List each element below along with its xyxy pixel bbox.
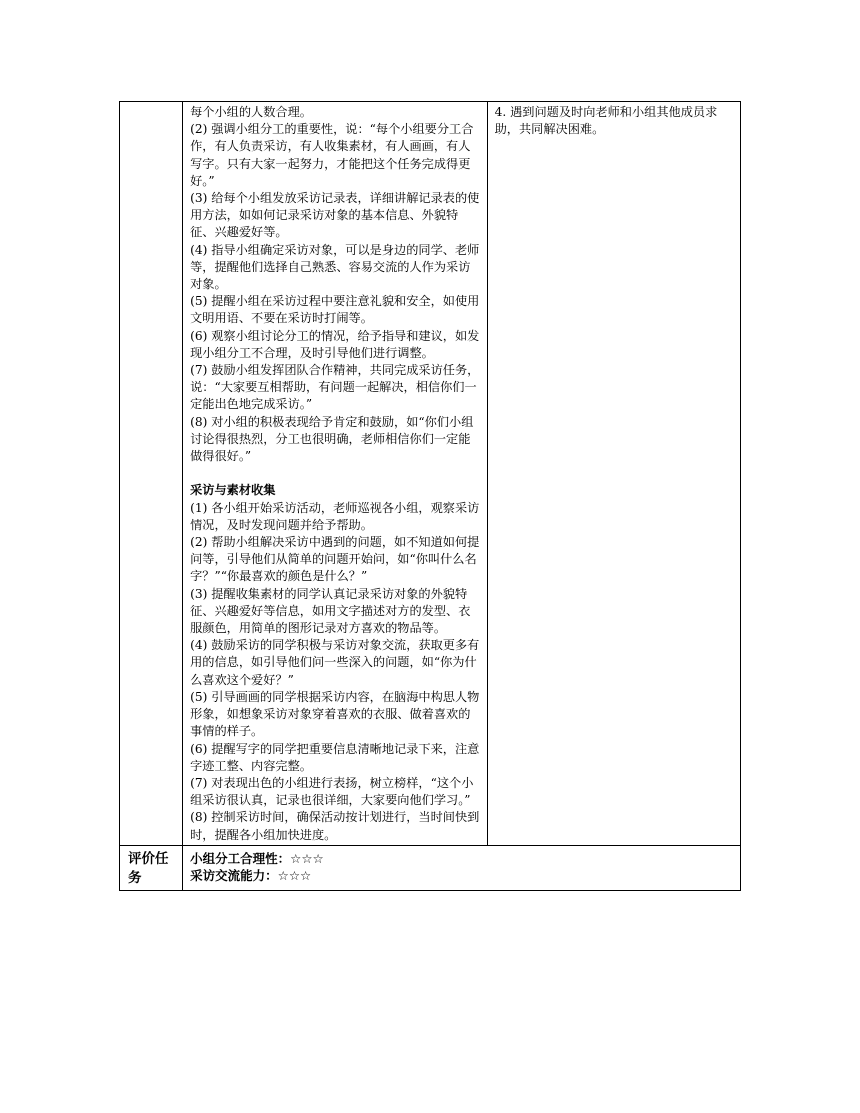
paragraph: 每个小组的人数合理。	[190, 105, 312, 119]
paragraph: (7) 对表现出色的小组进行表扬，树立榜样，“这个小组采访很认真，记录也很详细，大家要向他们学习。”	[190, 775, 474, 808]
paragraph: (5) 提醒小组在采访过程中要注意礼貌和安全，如使用文明用语、不要在采访时打闹等。	[190, 294, 480, 326]
student-activity-text: 4. 遇到问题及时向老师和小组其他成员求助，共同解决困难。	[494, 105, 718, 137]
evaluation-label: 评价任务	[128, 850, 169, 886]
blank-line	[190, 465, 480, 482]
paragraph: (2) 帮助小组解决采访中遇到的问题，如不知道如何提问等，引导他们从简单的问题开始问，如“你叫什么名字？”“你最喜欢的颜色是什么？”	[190, 535, 480, 584]
paragraph: (8) 控制采访时间，确保活动按计划进行，当时间快到时，提醒各小组加快进度。	[190, 810, 480, 842]
paragraph: (6) 提醒写字的同学把重要信息清晰地记录下来，注意字迹工整、内容完整。	[190, 741, 480, 773]
paragraph: (8) 对小组的积极表现给予肯定和鼓励，如“你们小组讨论得很热烈，分工也很明确，老师相信你们一定能做得很好。”	[190, 414, 474, 464]
criterion-label: 小组分工合理性：	[190, 850, 291, 866]
paragraph: (3) 提醒收集素材的同学认真记录采访对象的外貌特征、兴趣爱好等信息，如用文字描述对方的发型、衣服颜色，用简单的图形记录对方喜欢的物品等。	[190, 586, 471, 636]
evaluation-row	[120, 845, 741, 890]
student-activity-cell	[487, 102, 740, 846]
evaluation-content-cell	[183, 845, 741, 890]
paragraph: (7) 鼓励小组发挥团队合作精神，共同完成采访任务，说：“大家要互相帮助，有问题一起解决，相信你们一定能出色地完成采访。”	[190, 363, 480, 412]
teacher-activity-cell	[183, 102, 487, 846]
evaluation-label-cell	[120, 845, 183, 890]
paragraph: (2) 强调小组分工的重要性，说：“每个小组要分工合作，有人负责采访，有人收集素材，有人画画，有人写字。只有大家一起努力，才能把这个任务完成得更好。”	[190, 122, 474, 188]
criterion-row	[190, 867, 734, 885]
rating-stars: ☆☆☆	[277, 868, 312, 884]
paragraph: (5) 引导画画的同学根据采访内容，在脑海中构思人物形象，如想象采访对象穿着喜欢的衣服、做着喜欢的事情的样子。	[190, 689, 480, 739]
paragraph: (4) 鼓励采访的同学积极与采访对象交流，获取更多有用的信息，如引导他们问一些深入的问题，如“你为什么喜欢这个爱好？”	[190, 638, 480, 687]
criterion-row	[190, 850, 734, 868]
paragraph: (6) 观察小组讨论分工的情况，给予指导和建议，如发现小组分工不合理，及时引导他们进行调整。	[190, 328, 480, 360]
rating-stars: ☆☆☆	[290, 850, 324, 866]
paragraph: (3) 给每个小组发放采访记录表，详细讲解记录表的使用方法，如如何记录采访对象的基本信息、外貌特征、兴趣爱好等。	[190, 191, 480, 240]
teaching-process-row	[120, 102, 741, 846]
section-heading: 采访与素材收集	[190, 483, 276, 498]
lesson-plan-table	[119, 101, 741, 891]
empty-label-cell	[120, 102, 183, 846]
criterion-label: 采访交流能力：	[190, 868, 278, 884]
paragraph: (4) 指导小组确定采访对象，可以是身边的同学、老师等，提醒他们选择自己熟悉、容易交流的人作为采访对象。	[190, 242, 480, 292]
paragraph: (1) 各小组开始采访活动，老师巡视各小组，观察采访情况，及时发现问题并给予帮助。	[190, 500, 480, 532]
